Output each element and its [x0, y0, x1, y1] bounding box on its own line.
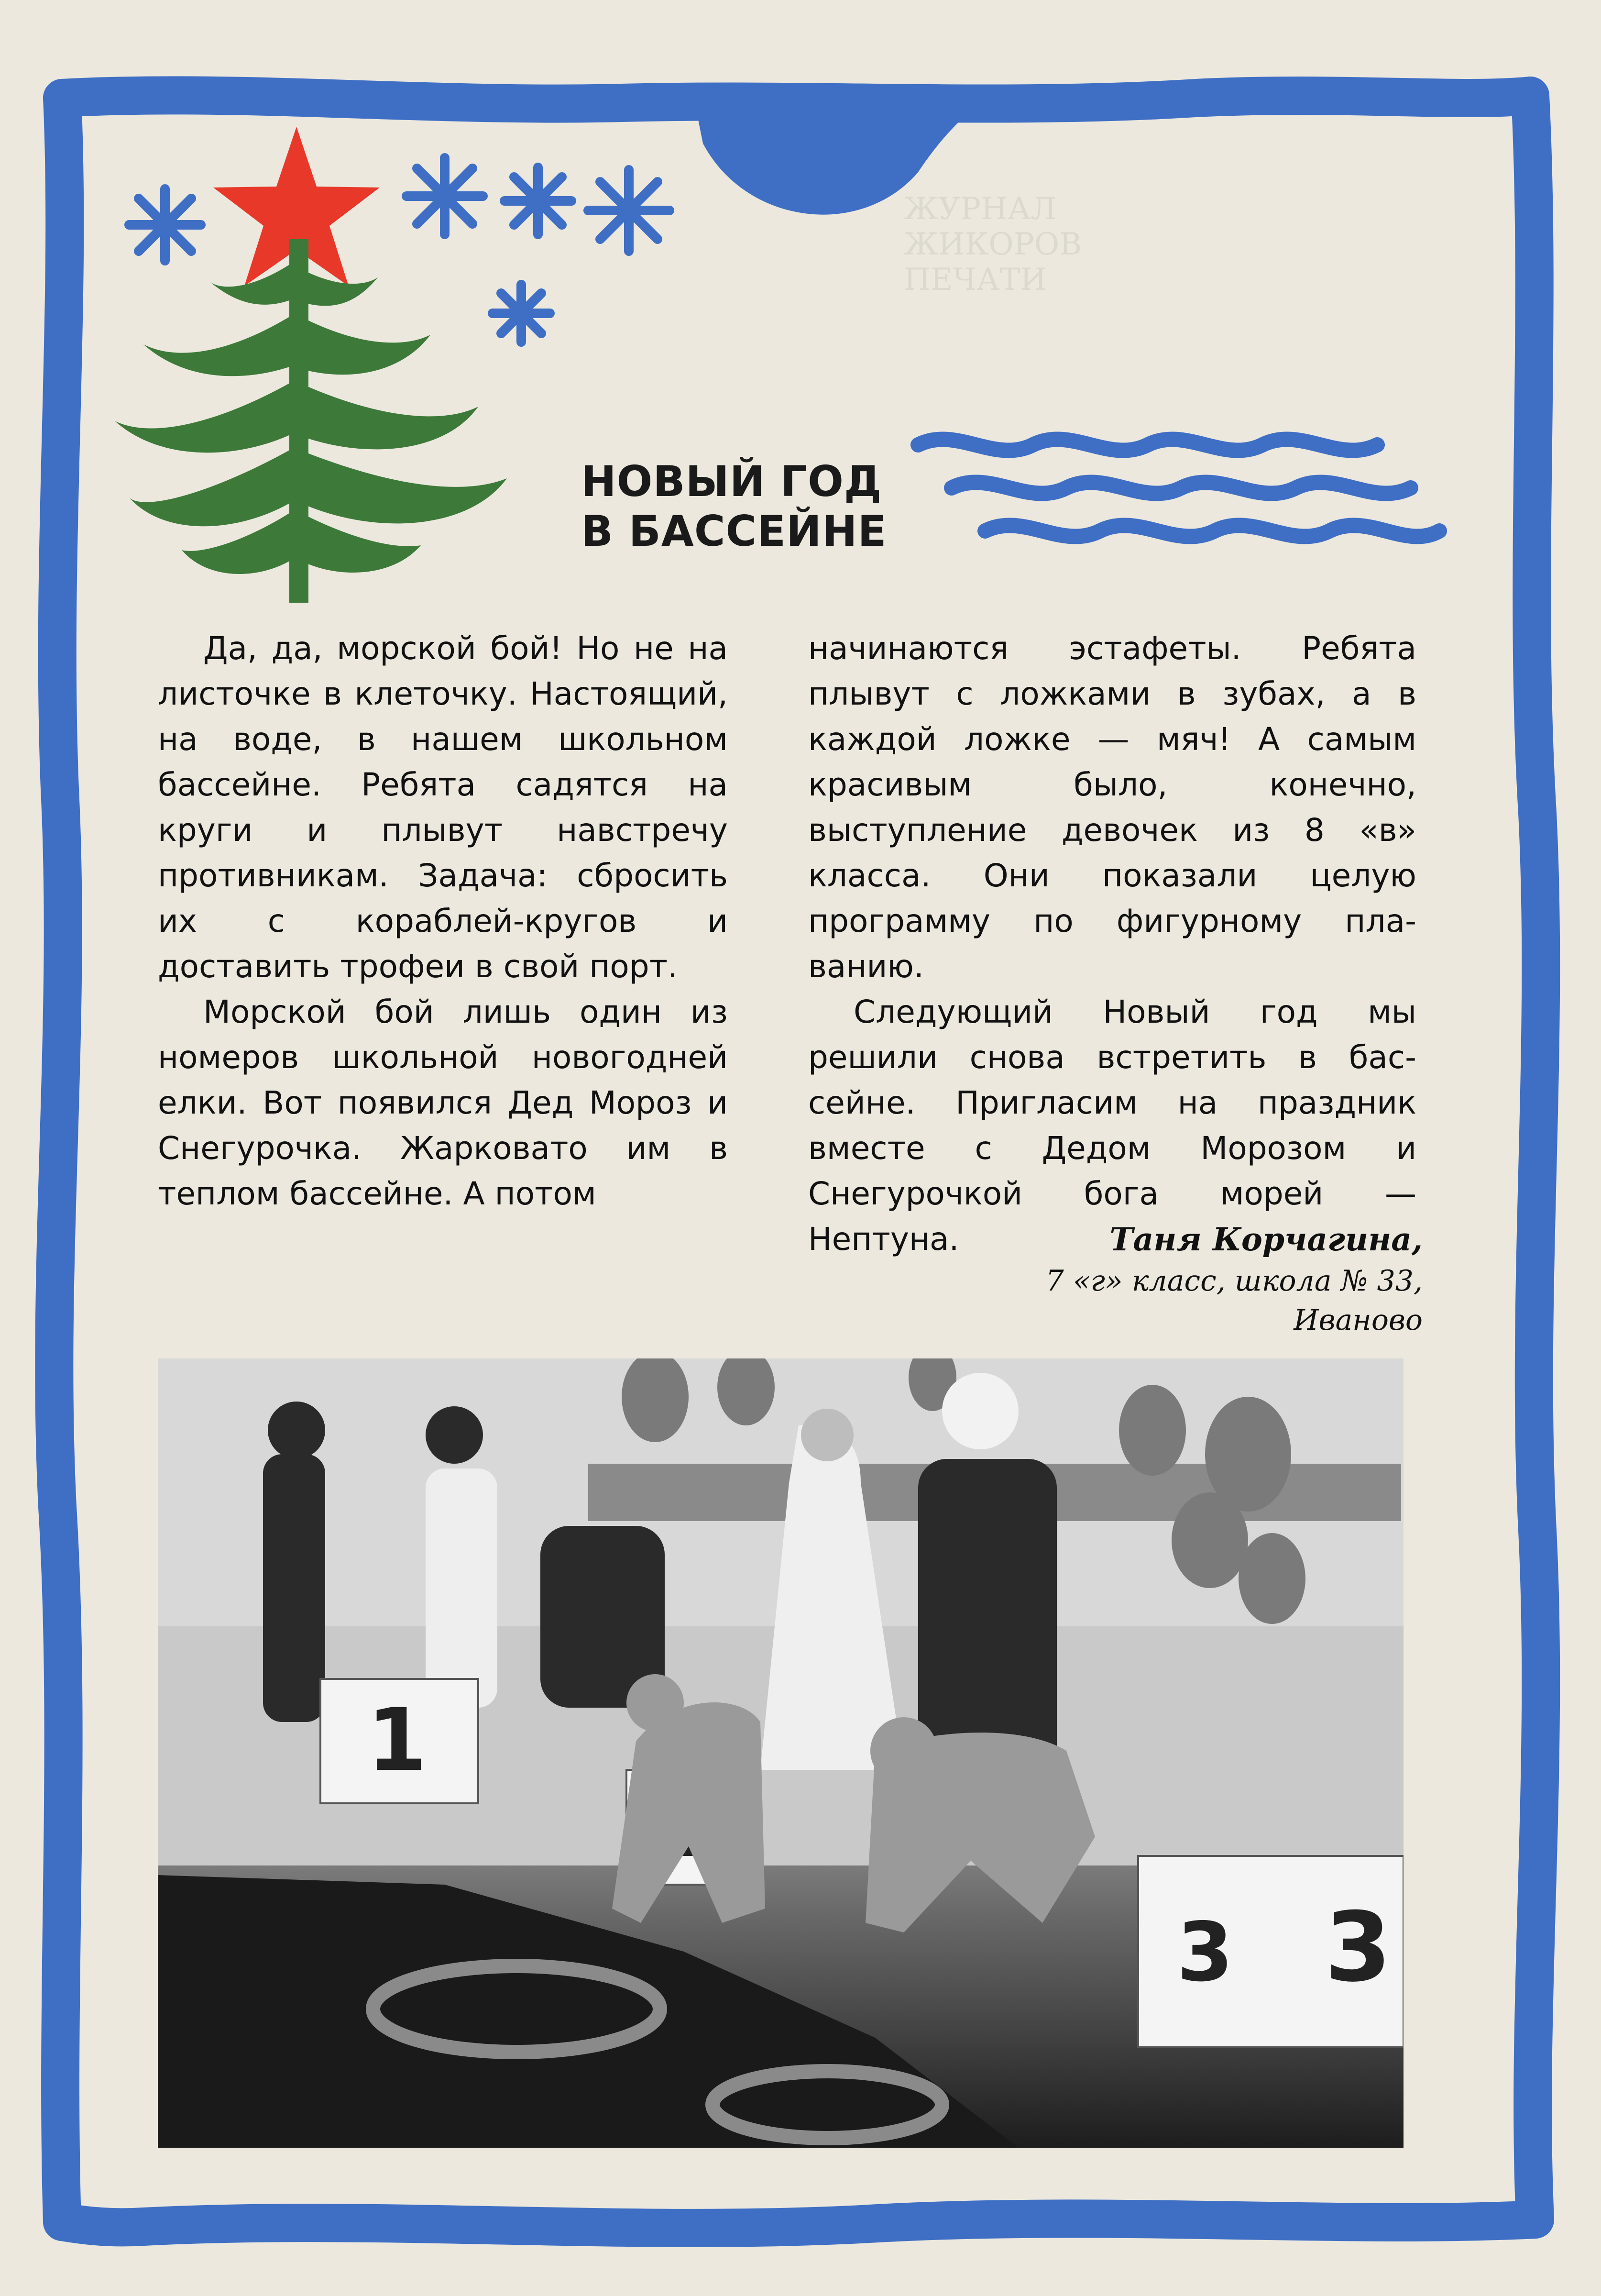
article-column-right	[808, 626, 1416, 1262]
author-signature	[813, 1217, 1423, 1340]
author-city: Иваново	[1294, 1303, 1423, 1337]
paragraph: Морской бой лишь один из номеров школьной новогодней елки. Вот появился Дед Мороз и Снегурочка. Жарковато им в теплом бассейне. А потом	[158, 993, 728, 1212]
frame-right-edge	[1530, 96, 1541, 2219]
snowflake-1	[129, 189, 201, 261]
paragraph: Следующий Новый год мы решили снова встретить в бассейне. Пригласим на праздник вместе с Дедом Морозом и Снегурочкой бога морей — Нептуна.	[808, 993, 1416, 1258]
wave-2	[952, 482, 1411, 493]
wave-1	[918, 439, 1377, 450]
article-title	[581, 457, 906, 556]
snowflake-5	[493, 285, 550, 342]
bleed-line-2: ЖИКОРОВ	[904, 227, 1082, 262]
article-column-left	[158, 626, 728, 1216]
paragraph: начинаются эстафеты. Ребята плывут с ложками в зубах, а в каждой ложке — мяч! А самым красивым было, конечно, выступление девочек из 8 «в» класса. Они показали целую программу по фигурному плаванию.	[808, 630, 1416, 985]
frame-top-edge	[62, 95, 1530, 103]
snowflake-2	[406, 158, 483, 234]
title-line-1: НОВЫЙ ГОД	[581, 457, 882, 506]
start-block-1: 1	[367, 1690, 427, 1790]
bleed-line-1: ЖУРНАЛ	[904, 191, 1056, 227]
bleed-line-3: ПЕЧАТИ	[904, 262, 1047, 298]
frame-left-edge	[54, 98, 65, 2222]
wave-3	[985, 525, 1439, 536]
author-class: 7 «г» класс, школа № 33,	[1045, 1264, 1423, 1298]
start-block-3b: 3	[1325, 1892, 1392, 2003]
snowflake-4	[588, 170, 669, 251]
title-line-2: В БАССЕЙНЕ	[581, 507, 887, 556]
fir-tree	[115, 239, 507, 603]
snowflake-3	[504, 167, 571, 234]
frame-bottom-edge	[62, 2219, 1535, 2228]
author-name: Таня Корчагина,	[1109, 1221, 1423, 1258]
start-block-3: 3	[1176, 1905, 1234, 2000]
pool-photo	[158, 1358, 1404, 2148]
paragraph: Да, да, морской бой! Но не на листочке в клеточку. Настоящий, на воде, в нашем школьном бассейне. Ребята садятся на круги и плывут навстречу противникам. Задача: сбросить их с кораблей-кругов и доставить трофеи в свой порт.	[158, 630, 728, 985]
moon-blob	[698, 120, 961, 215]
